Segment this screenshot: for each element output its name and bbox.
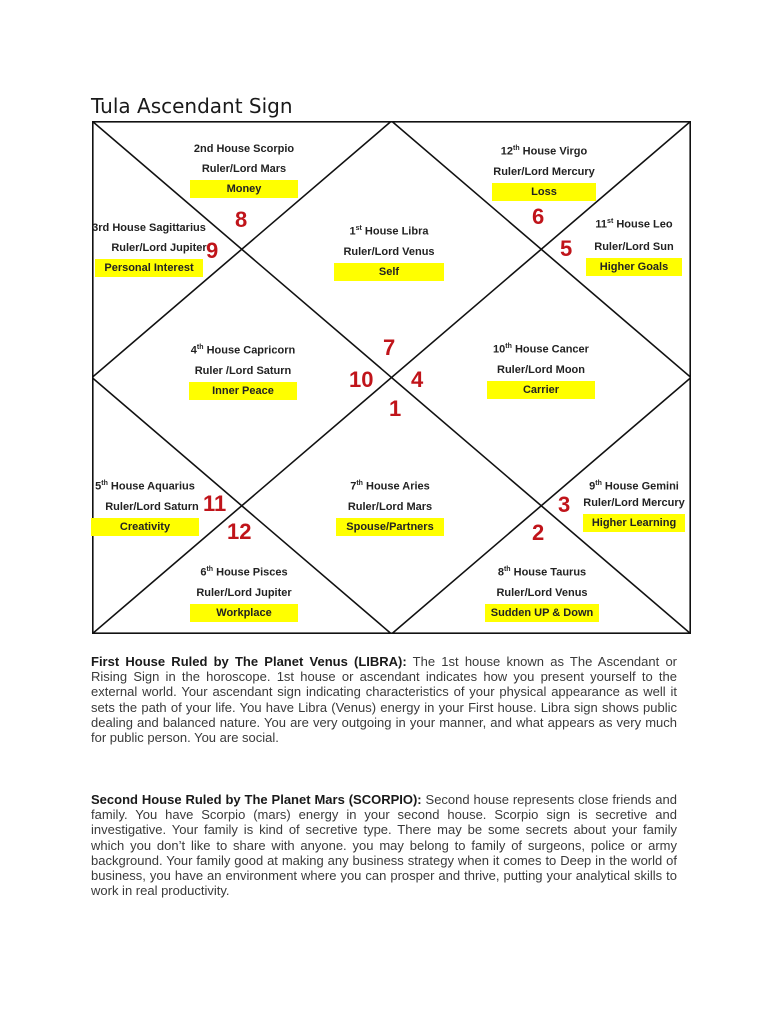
house-ruler: Ruler/Lord Saturn [105, 500, 199, 513]
house-ruler: Ruler/Lord Venus [496, 586, 588, 599]
house-10 [481, 340, 601, 399]
house-badge: Loss [492, 183, 596, 201]
house-ruler: Ruler/Lord Jupiter [111, 242, 207, 254]
house-badge: Personal Interest [95, 259, 203, 277]
house-1 [329, 222, 449, 281]
house-ruler: Ruler/Lord Mercury [583, 496, 685, 509]
house-ruler: Ruler/Lord Mars [201, 163, 287, 175]
house-4 [183, 341, 303, 400]
house-title: 5th House Aquarius [95, 480, 195, 493]
paragraph-text: Second house represents close friends and family. You have Scorpio (mars) energy in your second house. Scorpio sign is secretive and investigative. Your family is kind of secretive type. There may be some secrets about your family which you don’t like to share with anyone. you may belong to family of surgeons, police or army background. Your family good at making any business strategy when it comes to Deep in the world of business, you have an environment where you can prosper and thrive, putting your analytical skills to work in real productivity. [91, 792, 677, 899]
house-5 [88, 477, 202, 536]
house-ruler: Ruler/Lord Sun [594, 240, 674, 253]
house-title: 7th House Aries [350, 480, 430, 493]
house-6 [184, 563, 304, 622]
paragraph-lead: Second House Ruled by The Planet Mars (SCORPIO): [91, 792, 422, 807]
house-title: 8th House Taurus [497, 566, 587, 579]
house-badge: Inner Peace [189, 382, 297, 400]
house-title: 3rd House Sagittarius [92, 222, 206, 234]
house-8 [479, 563, 605, 622]
sign-number: 3 [558, 492, 571, 517]
house-ruler: Ruler/Lord Moon [497, 363, 585, 376]
house-badge: Carrier [487, 381, 595, 399]
house-badge: Workplace [190, 604, 298, 622]
paragraph-text: The 1st house known as The Ascendant or Rising Sign in the horoscope. 1st house or ascendant indicates how you present yourself to the external world. Your ascendant sign indicating characteristics of your physical appearance as well it sets the path of your life. You have Libra (Venus) energy in your First house. Libra sign shows public dealing and balanced nature. You are very outgoing in your manner, and what appears as very much for public person. You are social. [91, 654, 677, 746]
house-title: 4th House Capricorn [190, 344, 296, 357]
sign-number: 4 [411, 367, 424, 392]
house-7 [330, 477, 450, 536]
sign-number: 11 [203, 491, 227, 516]
sign-number: 12 [227, 519, 252, 544]
house-title: 9th House Gemini [589, 480, 679, 493]
sign-number: 5 [560, 236, 573, 261]
paragraph-lead: First House Ruled by The Planet Venus (LIBRA): [91, 654, 407, 669]
house-badge: Money [190, 180, 298, 198]
house-9 [580, 477, 688, 532]
house-badge: Spouse/Partners [336, 518, 444, 536]
house-title: 6th House Pisces [200, 566, 288, 579]
sign-number: 6 [532, 204, 545, 229]
house-title: 2nd House Scorpio [193, 143, 295, 155]
house-ruler: Ruler/Lord Mars [347, 500, 433, 513]
page-title: Tula Ascendant Sign [91, 94, 293, 118]
house-title: 1st House Libra [349, 225, 429, 238]
sign-number: 1 [389, 396, 402, 421]
sign-number: 10 [349, 367, 374, 392]
house-ruler: Ruler/Lord Venus [343, 245, 435, 258]
house-badge: Self [334, 263, 444, 281]
house-3 [88, 221, 210, 277]
house-11 [583, 215, 685, 276]
house-ruler: Ruler /Lord Saturn [194, 364, 292, 377]
house-title: 12th House Virgo [500, 145, 588, 158]
house-badge: Higher Goals [586, 258, 682, 276]
house-title: 11st House Leo [595, 218, 673, 231]
sign-number: 2 [532, 520, 545, 545]
sign-number: 8 [235, 207, 248, 232]
house-title: 10th House Cancer [493, 343, 589, 356]
paragraph-second-house [91, 792, 677, 898]
house-ruler: Ruler/Lord Mercury [493, 165, 595, 178]
sign-number: 7 [383, 335, 396, 360]
house-ruler: Ruler/Lord Jupiter [196, 586, 292, 599]
house-12 [481, 142, 607, 201]
house-badge: Higher Learning [583, 514, 685, 532]
house-badge: Creativity [91, 518, 199, 536]
sign-number: 9 [206, 238, 219, 263]
house-2 [184, 142, 304, 198]
paragraph-first-house [91, 654, 677, 745]
house-badge: Sudden UP & Down [485, 604, 599, 622]
